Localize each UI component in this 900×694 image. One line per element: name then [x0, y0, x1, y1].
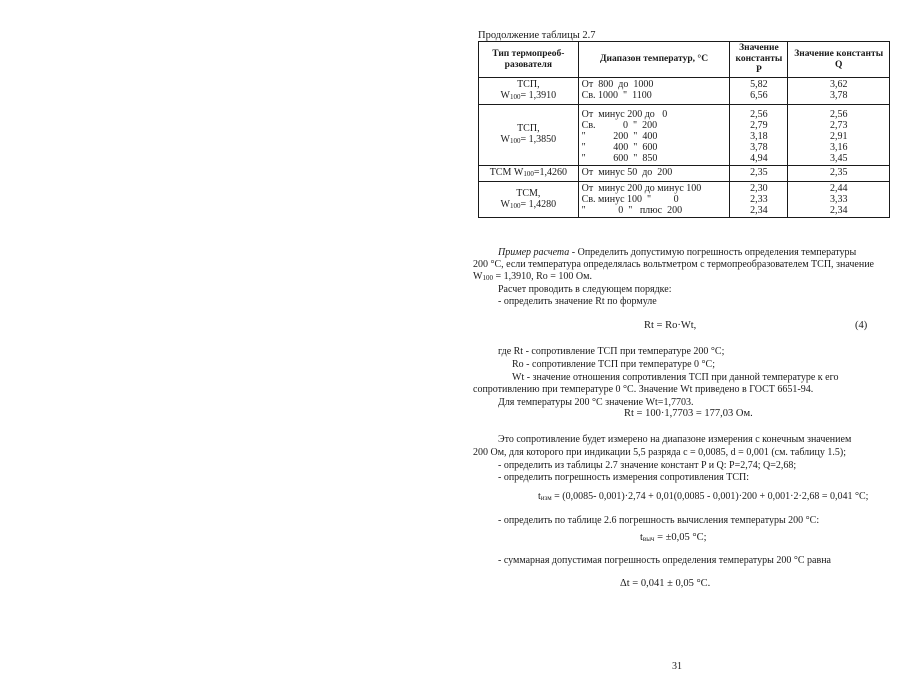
- type-cell: ТСМ W100=1,4260: [479, 166, 579, 182]
- q-cell: 2,44 3,33 2,34: [788, 182, 890, 218]
- where-ro: Ro - сопротивление ТСП при температуре 0 °С;: [512, 359, 715, 370]
- example-paragraph-line2: 200 °С, если температура определялась вольтметром с термопреобразователем ТСП, значение: [473, 259, 874, 270]
- type-cell: ТСМ, W100= 1,4280: [479, 182, 579, 218]
- q-cell: 3,62 3,78: [788, 78, 890, 105]
- table-header-row: [479, 42, 890, 78]
- measure-paragraph-line1: Это сопротивление будет измерено на диапазоне измерения с конечным значением: [498, 434, 852, 445]
- table-caption: Продолжение таблицы 2.7: [478, 30, 596, 41]
- measure-paragraph-line2: 200 Ом, для которого при индикации 5,5 разряда с = 0,0085, d = 0,001 (см. таблицу 1.5);: [473, 447, 846, 458]
- procedure-intro: Расчет проводить в следующем порядке:: [498, 284, 672, 295]
- range-cell: От 800 до 1000 Св. 1000 " 1100: [578, 78, 730, 105]
- step-formula-intro: - определить значение Rt по формуле: [498, 296, 657, 307]
- header-p: Значение константы P: [730, 42, 788, 78]
- table-row: [479, 105, 890, 166]
- where-wt-line1: Wt - значение отношения сопротивления ТСП при данной температуре к его: [512, 372, 839, 383]
- header-range: Диапазон температур, °С: [578, 42, 730, 78]
- formula-number: (4): [855, 320, 868, 331]
- p-cell: 2,56 2,79 3,18 3,78 4,94: [730, 105, 788, 166]
- constants-table: [478, 41, 890, 218]
- range-cell: От минус 50 до 200: [578, 166, 730, 182]
- q-cell: 2,56 2,73 2,91 3,16 3,45: [788, 105, 890, 166]
- range-cell: От минус 200 до минус 100 Св. минус 100 " 0 " 0 " плюс 200: [578, 182, 730, 218]
- p-cell: 5,82 6,56: [730, 78, 788, 105]
- header-q: Значение константы Q: [788, 42, 890, 78]
- formula-delta-t: Δt = 0,041 ± 0,05 °С.: [620, 578, 711, 589]
- step-total-error: - суммарная допустимая погрешность определения температуры 200 °С равна: [498, 555, 831, 566]
- step-constants: - определить из таблицы 2.7 значение констант P и Q: P=2,74; Q=2,68;: [498, 460, 797, 471]
- formula-t-meas: tизм = (0,0085- 0,001)·2,74 + 0,01(0,0085 - 0,001)·200 + 0,001·2·2,68 = 0,041 °С;: [538, 491, 869, 502]
- q-cell: 2,35: [788, 166, 890, 182]
- p-cell: 2,30 2,33 2,34: [730, 182, 788, 218]
- table-row: [479, 166, 890, 182]
- page-number: 31: [672, 661, 682, 672]
- step-resistance-error: - определить погрешность измерения сопротивления ТСП:: [498, 472, 749, 483]
- temperature-line: Для температуры 200 °С значение Wt=1,7703.: [498, 397, 694, 408]
- formula-t-calc: tвыч = ±0,05 °С;: [640, 532, 707, 543]
- example-paragraph-line1: Пример расчета - Определить допустимую погрешность определения температуры: [498, 247, 857, 258]
- formula-rt-value: Rt = 100·1,7703 = 177,03 Ом.: [624, 408, 753, 419]
- table-row: [479, 182, 890, 218]
- table-row: [479, 78, 890, 105]
- type-cell: ТСП, W100= 1,3850: [479, 105, 579, 166]
- header-type: Тип термопреоб- разователя: [479, 42, 579, 78]
- p-cell: 2,35: [730, 166, 788, 182]
- where-wt-line2: сопротивлению при температуре 0 °С. Значение Wt приведено в ГОСТ 6651-94.: [473, 384, 814, 395]
- example-paragraph-line3: W100 = 1,3910, Ro = 100 Ом.: [473, 271, 592, 282]
- step-calc-error: - определить по таблице 2.6 погрешность вычисления температуры 200 °С:: [498, 515, 820, 526]
- where-rt: где Rt - сопротивление ТСП при температуре 200 °С;: [498, 346, 725, 357]
- type-cell: ТСП, W100= 1,3910: [479, 78, 579, 105]
- range-cell: От минус 200 до 0 Св. 0 " 200 " 200 " 400 " 400 " 600 " 600 " 850: [578, 105, 730, 166]
- formula-rt: Rt = Ro·Wt,: [644, 320, 697, 331]
